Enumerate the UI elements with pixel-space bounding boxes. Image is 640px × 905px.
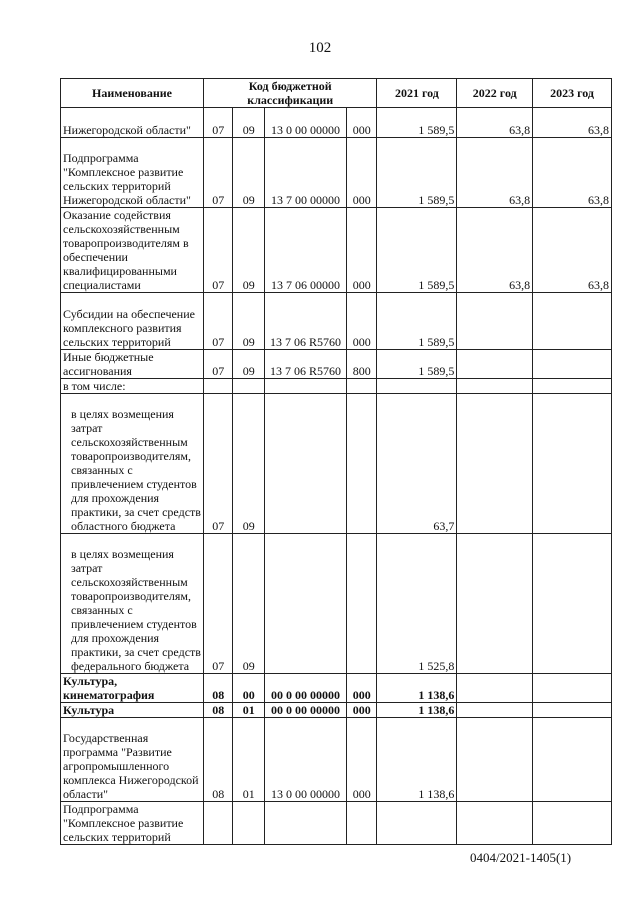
value-2021: 1 589,5 [377, 350, 457, 379]
code-type: 000 [346, 703, 377, 718]
row-name-text: в целях возмещения затрат сельскохозяйственным товаропроизводителям, связанных с привлечением студентов для прохождения практики, за счет средств федерального бюджета [71, 547, 201, 673]
table-row [61, 534, 612, 674]
code-subsection: 09 [233, 293, 265, 350]
value-2021: 1 589,5 [377, 208, 457, 293]
code-subsection: 01 [233, 703, 265, 718]
code-section [204, 379, 233, 394]
value-2022 [457, 718, 533, 802]
table-row [61, 208, 612, 293]
value-2021 [377, 802, 457, 845]
code-subsection [233, 802, 265, 845]
value-2021: 1 589,5 [377, 293, 457, 350]
code-type: 000 [346, 718, 377, 802]
code-target: 00 0 00 00000 [264, 674, 346, 703]
value-2022 [457, 293, 533, 350]
code-section: 07 [204, 108, 233, 138]
value-2023 [533, 394, 612, 534]
code-section [204, 802, 233, 845]
value-2023 [533, 350, 612, 379]
code-target: 13 7 06 00000 [264, 208, 346, 293]
table-header-row [61, 79, 612, 108]
value-2022 [457, 394, 533, 534]
code-type: 000 [346, 293, 377, 350]
code-section: 08 [204, 674, 233, 703]
value-2023 [533, 718, 612, 802]
code-type: 000 [346, 674, 377, 703]
row-name: Подпрограмма "Комплексное развитие сельских территорий Нижегородской области" [61, 138, 204, 208]
code-subsection: 09 [233, 138, 265, 208]
table-row [61, 718, 612, 802]
value-2022: 63,8 [457, 138, 533, 208]
value-2022 [457, 674, 533, 703]
table-row [61, 108, 612, 138]
value-2023 [533, 534, 612, 674]
code-subsection [233, 379, 265, 394]
value-2022: 63,8 [457, 208, 533, 293]
value-2023 [533, 293, 612, 350]
value-2021: 1 589,5 [377, 108, 457, 138]
value-2022: 63,8 [457, 108, 533, 138]
value-2021: 1 589,5 [377, 138, 457, 208]
value-2023: 63,8 [533, 138, 612, 208]
code-type: 800 [346, 350, 377, 379]
row-name [61, 394, 204, 534]
code-section: 08 [204, 703, 233, 718]
code-type: 000 [346, 108, 377, 138]
code-type [346, 534, 377, 674]
code-subsection: 01 [233, 718, 265, 802]
table-row [61, 379, 612, 394]
code-section: 07 [204, 350, 233, 379]
header-code: Код бюджетной классификации [204, 79, 377, 108]
code-target: 13 7 00 00000 [264, 138, 346, 208]
header-2021: 2021 год [377, 79, 457, 108]
table-row [61, 394, 612, 534]
value-2022 [457, 802, 533, 845]
code-type: 000 [346, 138, 377, 208]
code-target: 13 7 06 R5760 [264, 293, 346, 350]
code-section: 07 [204, 208, 233, 293]
table-row [61, 293, 612, 350]
row-name: Нижегородской области" [61, 108, 204, 138]
code-target [264, 379, 346, 394]
page-number: 102 [308, 40, 332, 56]
header-2023: 2023 год [533, 79, 612, 108]
value-2023 [533, 703, 612, 718]
row-name: в том числе: [61, 379, 204, 394]
table-row [61, 350, 612, 379]
row-name: Оказание содействия сельскохозяйственным товаропроизводителям в обеспечении квалифицированными специалистами [61, 208, 204, 293]
value-2022 [457, 534, 533, 674]
code-subsection: 09 [233, 350, 265, 379]
row-name: Субсидии на обеспечение комплексного развития сельских территорий [61, 293, 204, 350]
row-name-text: в целях возмещения затрат сельскохозяйственным товаропроизводителям, связанных с привлечением студентов для прохождения практики, за счет средств областного бюджета [71, 407, 201, 533]
value-2022 [457, 703, 533, 718]
value-2023: 63,8 [533, 108, 612, 138]
code-target: 00 0 00 00000 [264, 703, 346, 718]
code-target: 13 0 00 00000 [264, 718, 346, 802]
code-type: 000 [346, 208, 377, 293]
row-name: Иные бюджетные ассигнования [61, 350, 204, 379]
code-subsection: 09 [233, 394, 265, 534]
value-2021 [377, 379, 457, 394]
row-name [61, 534, 204, 674]
value-2023 [533, 674, 612, 703]
code-subsection: 09 [233, 208, 265, 293]
row-name: Государственная программа "Развитие агропромышленного комплекса Нижегородской области" [61, 718, 204, 802]
value-2023 [533, 802, 612, 845]
value-2021: 1 525,8 [377, 534, 457, 674]
value-2021: 1 138,6 [377, 718, 457, 802]
code-section: 08 [204, 718, 233, 802]
value-2021: 1 138,6 [377, 703, 457, 718]
code-subsection: 00 [233, 674, 265, 703]
code-type [346, 379, 377, 394]
header-2022: 2022 год [457, 79, 533, 108]
row-name: Культура, кинематография [61, 674, 204, 703]
code-subsection: 09 [233, 534, 265, 674]
value-2023 [533, 379, 612, 394]
header-name: Наименование [61, 79, 204, 108]
code-subsection: 09 [233, 108, 265, 138]
value-2023: 63,8 [533, 208, 612, 293]
code-section: 07 [204, 394, 233, 534]
table-row [61, 138, 612, 208]
code-target: 13 0 00 00000 [264, 108, 346, 138]
value-2022 [457, 350, 533, 379]
code-target [264, 802, 346, 845]
document-footer-code: 0404/2021-1405(1) [470, 850, 572, 865]
row-name: Подпрограмма "Комплексное развитие сельских территорий [61, 802, 204, 845]
value-2022 [457, 379, 533, 394]
code-target [264, 534, 346, 674]
code-type [346, 802, 377, 845]
code-target: 13 7 06 R5760 [264, 350, 346, 379]
table-row [61, 674, 612, 703]
table-row [61, 802, 612, 845]
value-2021: 1 138,6 [377, 674, 457, 703]
table-row [61, 703, 612, 718]
budget-table [60, 78, 612, 845]
value-2021: 63,7 [377, 394, 457, 534]
row-name: Культура [61, 703, 204, 718]
code-type [346, 394, 377, 534]
code-target [264, 394, 346, 534]
code-section: 07 [204, 138, 233, 208]
code-section: 07 [204, 534, 233, 674]
code-section: 07 [204, 293, 233, 350]
